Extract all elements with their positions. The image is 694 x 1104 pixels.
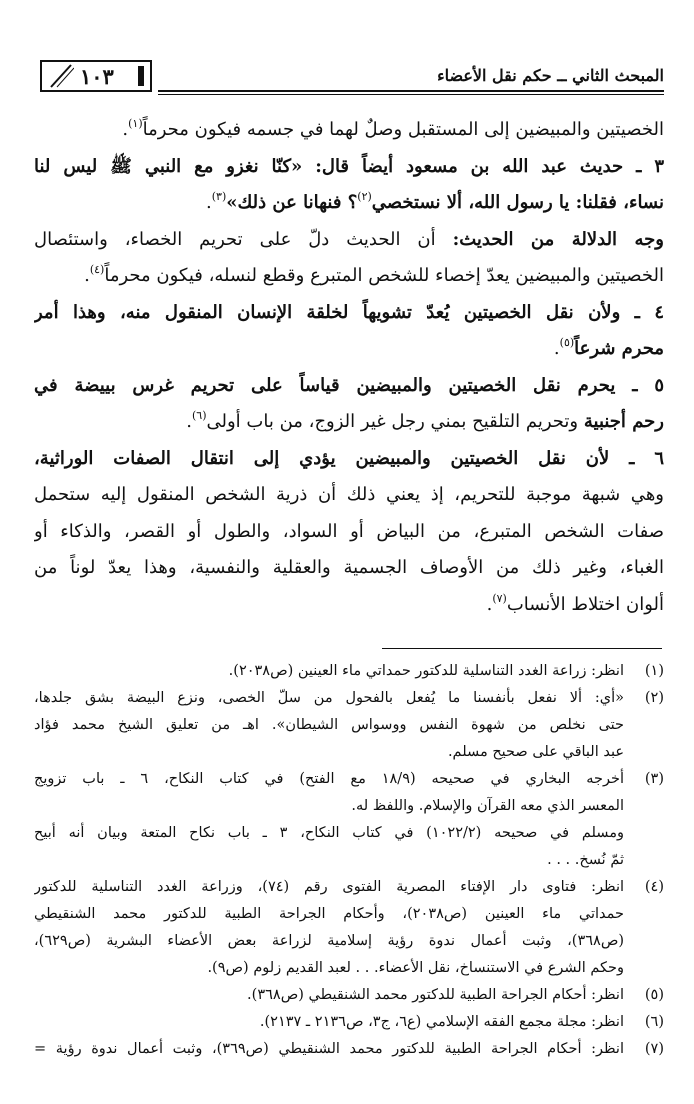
ornament-slash-icon <box>48 64 74 88</box>
footnote-ref[interactable]: (٧) <box>492 591 507 605</box>
text-line <box>34 441 664 478</box>
footnote-text <box>34 1009 624 1036</box>
footnote-ref[interactable]: (٥) <box>559 336 575 349</box>
footnote-text <box>34 766 624 874</box>
footnote-ref[interactable]: (١) <box>128 117 143 130</box>
text-run: نساء، فقلنا: يا رسول الله، ألا نستخصي <box>371 192 664 213</box>
text-line <box>34 258 664 295</box>
text-run: . <box>122 119 129 140</box>
text-line <box>34 514 664 551</box>
text-run: صفات الشخص المتبرع، من البياض أو السواد، والطول أو القصر، والذكاء أو <box>34 520 664 542</box>
text-run: وتحريم التلقيح بمني رجل غير الزوج، من باب أولى <box>206 411 584 432</box>
text-run: ٦ ـ لأن نقل الخصيتين والمبيضين يؤدي إلى انتقال الصفات الوراثية، <box>34 447 664 469</box>
text-run: . <box>206 192 212 213</box>
text-line <box>34 368 664 405</box>
footnote <box>34 1036 664 1063</box>
footnote <box>34 982 664 1009</box>
footnote-line: انظر: أحكام الجراحة الطبية للدكتور محمد الشنقيطي (ص٣٦٩)، وثبت أعمال ندوة رؤية = <box>34 1041 624 1057</box>
footnote-number: (٣) <box>644 771 664 787</box>
footnote <box>34 685 664 766</box>
footnote-ref[interactable]: (٦) <box>191 409 207 422</box>
header-rule-thin <box>158 94 664 95</box>
header-rule <box>158 90 664 92</box>
text-run: وهي شبهة موجبة للتحريم، إذ يعني ذلك أن ذرية الشخص المنقول إليه ستحمل <box>34 484 664 505</box>
text-run: الغباء، وغير ذلك من الأوصاف الجسمية والعقلية والنفسية، وهذا يعدّ لوناً من <box>34 557 664 578</box>
footnote-line: (ص٣٦٨)، وثبت أعمال ندوة رؤية إسلامية لزراعة بعض الأعضاء البشرية (ص٦٢٩)، <box>34 933 624 949</box>
text-line <box>34 222 664 259</box>
footnote <box>34 1009 664 1036</box>
text-run: . <box>486 593 493 615</box>
text-run: ٤ ـ ولأن نقل الخصيتين يُعدّ تشويهاً لخلقة الإنسان المنقول منه، وهذا أمر <box>34 301 664 323</box>
text-run: . <box>84 265 90 286</box>
text-run: . <box>553 338 560 359</box>
footnote-number: (٢) <box>644 690 664 706</box>
footnote-ref[interactable]: (٢) <box>357 190 372 203</box>
text-run: الخصيتين والمبيضين إلى المستقبل وصلٌ لهما في جسمه فيكون محرماً <box>142 119 664 140</box>
footnote-line: حمداتي ماء العينين (ص٢٠٣٨)، وأحكام الجراحة الطبية للدكتور محمد الشنقيطي <box>34 906 624 922</box>
footnote-line: أخرجه البخاري في صحيحه (١٨/٩ مع الفتح) في كتاب النكاح، ٦ ـ باب تزويج <box>34 771 624 787</box>
text-run: ٥ ـ يحرم نقل الخصيتين والمبيضين قياساً على تحريم غرس بييضة في <box>34 374 664 396</box>
footnote-line: انظر: مجلة مجمع الفقه الإسلامي (ع٦، ج٣، ص٢١٣٦ ـ ٢١٣٧). <box>259 1014 624 1030</box>
text-line <box>34 550 664 587</box>
footnote-text <box>34 1036 624 1063</box>
running-header <box>40 58 664 98</box>
footnote-line: ثمّ نُسخ. . . . <box>547 852 624 868</box>
footnotes <box>34 658 664 1063</box>
footnote-ref[interactable]: (٣) <box>211 190 227 203</box>
footnote-number: (٧) <box>644 1041 664 1057</box>
footnote-line: وحكم الشرع في الاستنساخ، نقل الأعضاء. . . لعبد القديم زلوم (ص٩). <box>207 960 624 976</box>
text-line <box>34 149 664 186</box>
footnote-text <box>34 658 624 685</box>
footnote-line: «أي: ألا نفعل بأنفسنا ما يُفعل بالفحول من سلّ الخصى، ونزع البيضة بشق جلدها، <box>34 690 624 706</box>
text-run: أن الحديث دلّ على تحريم الخصاء، واستئصال <box>34 228 453 250</box>
footnote-separator <box>382 648 662 649</box>
footnote-line: حتى نخلص من شهوة النفس ووسواس الشيطان». اهـ من تعليق الشيخ محمد فؤاد <box>34 717 624 733</box>
text-line <box>34 477 664 514</box>
text-run: الخصيتين والمبيضين يعدّ إخصاء للشخص المتبرع وقطع لنسله، فيكون محرماً <box>104 265 664 286</box>
footnote-line: انظر: زراعة الغدد التناسلية للدكتور حمداتي ماء العينين (ص٢٠٣٨). <box>228 663 624 679</box>
footnote-text <box>34 874 624 982</box>
footnote-line: انظر: أحكام الجراحة الطبية للدكتور محمد الشنقيطي (ص٣٦٨). <box>247 987 624 1003</box>
footnote-line: المعسر الذي معه القرآن والإسلام. واللفظ له. <box>351 798 624 814</box>
text-run: رحم أجنبية <box>583 411 664 432</box>
text-run: ؟ فنهانا عن ذلك» <box>226 192 358 213</box>
footnote-line: انظر: فتاوى دار الإفتاء المصرية الفتوى رقم (٧٤)، وزراعة الغدد التناسلية للدكتور <box>34 879 624 895</box>
text-run: محرم شرعاً <box>574 338 664 359</box>
footnote <box>34 874 664 982</box>
text-run: . <box>186 411 192 432</box>
page-number: ١٠٣ <box>80 64 114 89</box>
text-run: ٣ ـ حديث عبد الله بن مسعود أيضاً قال: «كنّا نغزو مع النبي ﷺ ليس لنا <box>34 155 664 177</box>
text-line <box>34 185 664 222</box>
text-line <box>34 295 664 332</box>
footnote-number: (٥) <box>644 987 664 1003</box>
ornament-bar <box>138 66 144 86</box>
text-line <box>34 404 664 441</box>
footnote-number: (٤) <box>644 879 664 895</box>
text-line <box>34 587 664 624</box>
text-run: ألوان اختلاط الأنساب <box>506 593 664 615</box>
text-line <box>34 331 664 368</box>
footnote <box>34 658 664 685</box>
footnote-text <box>34 685 624 766</box>
footnote-text <box>34 982 624 1009</box>
page-number-box <box>40 60 152 92</box>
text-run: وجه الدلالة من الحديث: <box>452 228 664 250</box>
chapter-title: المبحث الثاني ــ حكم نقل الأعضاء <box>437 66 664 85</box>
footnote-number: (١) <box>644 663 664 679</box>
footnote-line: ومسلم في صحيحه (١٠٢٢/٢) في كتاب النكاح، ٣ ـ باب نكاح المتعة وبيان أنه أبيح <box>34 825 624 841</box>
footnote-number: (٦) <box>644 1014 664 1030</box>
main-text <box>34 112 664 623</box>
footnote-line: عبد الباقي على صحيح مسلم. <box>447 744 624 760</box>
footnote <box>34 766 664 874</box>
text-line <box>34 112 664 149</box>
footnote-ref[interactable]: (٤) <box>89 263 105 276</box>
